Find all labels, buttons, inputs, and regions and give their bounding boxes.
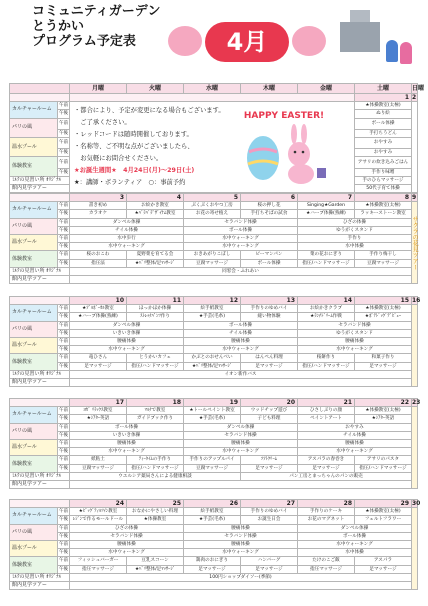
program-cell: パン工房とまっちゃんのパンの販売: [241, 472, 412, 480]
program-cell: ★体操教室(太極): [355, 407, 412, 415]
program-cell: 水中体操: [298, 549, 412, 557]
program-cell: 水中ウォーキング: [184, 549, 298, 557]
program-cell: お絵かきクラブ: [298, 305, 355, 313]
program-cell: ひざの体操: [298, 218, 412, 226]
date-cell: 23: [412, 399, 421, 406]
date-cell: 4: [127, 194, 184, 202]
row-label: カルチャールーム: [10, 508, 58, 524]
row-label: 館内見学ツアー: [10, 276, 70, 284]
program-cell: 桜の押し花: [241, 202, 298, 210]
program-cell: 腰痛体操: [184, 338, 298, 346]
date-cell: 27: [241, 500, 298, 508]
program-cell: ピーマンパン: [241, 251, 298, 259]
date-cell: 28: [298, 500, 355, 508]
date-cell: 10: [70, 297, 127, 305]
program-cell: ★ハーブ体操(熟練): [70, 313, 127, 321]
program-cell: 水中ウォーキング: [70, 346, 184, 354]
program-cell: Singing★Garden: [298, 202, 355, 210]
table-row: 午後 指圧法 ★ﾊﾞﾘ整体/足ﾏｯｻｰｼﾞ 豆腐マッサージ ボール体操 指圧/ハンドマッサージ 豆腐マッサージ: [10, 259, 418, 267]
program-cell: ★ﾊﾞﾘ整体/足ﾏｯｻｰｼﾞ: [127, 259, 184, 267]
row-label: パリの風: [10, 524, 58, 540]
sunday-note: [412, 508, 418, 590]
date-cell: 2: [412, 94, 417, 101]
program-cell: アサリのパスタ: [355, 456, 412, 464]
date-cell: 6: [241, 194, 298, 202]
row-label: カルチャールーム: [10, 102, 58, 118]
day-mon: 月曜: [70, 84, 127, 94]
program-cell: ハンバーグ: [241, 557, 298, 565]
date-cell: 22: [355, 399, 412, 407]
table-row: パリの風 午前 ボール体操: [10, 118, 418, 129]
day-sun: 日曜: [412, 85, 425, 92]
program-cell: ラッキーストーン教室: [355, 210, 412, 218]
program-cell: 鶏肉のおにぎり: [184, 557, 241, 565]
program-cell: ボール体操: [70, 423, 184, 431]
program-cell: 指圧/ハンドマッサージ: [127, 464, 184, 472]
program-cell: ★トールペイント教室: [184, 407, 241, 415]
legend-text: ★：講師・ボランティア ○：事前予約: [74, 179, 186, 187]
table-row: 午後 豆腐マッサージ 指圧/ハンドマッサージ 豆腐マッサージ 足マッサージ 足マッサージ 指圧/ハンドマッサージ: [10, 464, 418, 472]
row-label: 温水プール: [10, 440, 58, 456]
row-label: ﾐﾙｸの見習い所 ｵﾘｼﾞﾅﾙ: [10, 472, 70, 480]
program-cell: ダンベル体操: [70, 321, 184, 329]
table-row: 温水プール 午前 おやすみ: [10, 138, 418, 149]
row-label: 体験教室: [10, 557, 58, 573]
program-cell: ガイドブック作り: [127, 415, 184, 423]
table-row: 午後 足マッサージ 指圧/ハンドマッサージ ★ﾊﾞﾘ整体/足ﾏｯｻｰｼﾞ 足マッサージ 指圧/ハンドマッサージ 足マッサージ: [10, 362, 418, 370]
program-cell: カラオケ: [70, 210, 127, 218]
program-cell: 縫い物体験: [241, 313, 298, 321]
program-cell: 腰痛体操: [70, 541, 184, 549]
program-cell: 竜ひさん: [70, 354, 127, 362]
table-row: 体験教室 午前 フィッシュバーガー 豆乳スコーン 鶏肉のおにぎり ハンバーグ たけのこご飯 アスパラ: [10, 557, 418, 565]
program-cell: フィッシュバーガー: [70, 557, 127, 565]
school-building-icon: [340, 22, 380, 52]
day-header-row: [10, 84, 418, 94]
program-cell: 夏野菜を育てる会: [127, 251, 184, 259]
sunday-note: [412, 305, 418, 387]
day-tue: 火曜: [127, 84, 184, 94]
date-cell: 12: [184, 297, 241, 305]
table-row: 温水プール 午前 腰痛体操 腰痛体操 水中ウォーキング: [10, 541, 418, 549]
table-row: [10, 481, 418, 489]
program-cell: ボール体操: [241, 259, 298, 267]
row-label: パリの風: [10, 321, 58, 337]
date-cell: 17: [70, 399, 127, 407]
program-cell: 腰痛体操: [298, 338, 412, 346]
row-label: 館内見学ツアー: [10, 379, 70, 387]
table-row: 午後 チイル体操 ボール体操 ゆうがくスタンド: [10, 226, 418, 234]
title-line-1: コミュニティガーデン: [32, 4, 161, 19]
title-line-2: とうかい: [32, 19, 85, 34]
program-cell: ★手芸(毛糸): [184, 313, 241, 321]
bunny-icon: [288, 142, 310, 166]
program-cell: 腰痛体操: [184, 541, 298, 549]
table-row: 午後 ★ハーブ体操(熟練) ｽﾄﾚｯﾁﾊﾟﾝﾂ作り ★手芸(毛糸) 縫い物体験 ★ﾗﾝﾁﾄﾞﾘｰﾑ作戦 ★ﾎﾟﾃﾄﾞｯｸﾞﾃﾞﾋﾞｭｰ: [10, 313, 418, 321]
table-row: 午後 ★ｼｱﾀｰ英語 ガイドブック作り ★手芸(毛糸) 子ども料理 ペイントアート ★ｼｱﾀｰ英語: [10, 415, 418, 423]
date-cell: 14: [298, 297, 355, 305]
program-cell: 水中ウォーキング: [70, 243, 184, 251]
table-row: 午後 カラオケ ★ﾊﾞﾗﾊﾞﾗﾟｻﾞｲﾅﾑ教室 お花の寄せ植え 手打ちそばの試食 ★ハーブ体操(熟練) ラッキーストーン教室: [10, 210, 418, 218]
program-cell: ★ﾊﾞﾘ整体/足ﾏｯｻｰｼﾞ: [184, 362, 241, 370]
table-row: パリの風 午前 ボール体操 ダンベル体操 おやすみ: [10, 423, 418, 431]
table-row: 午後 指圧マッサージ ★ﾊﾞﾘ整体/足ﾏｯｻｰｼﾞ 足マッサージ 足マッサージ 指圧マッサージ 足マッサージ: [10, 565, 418, 573]
program-cell: フェルトフラワー: [355, 516, 412, 524]
program-cell: ★体操教室(太極): [355, 305, 412, 313]
date-cell: 29: [355, 500, 412, 508]
date-row: [10, 297, 418, 305]
program-cell: 水中歩行: [70, 235, 184, 243]
table-row: ﾐﾙｸの見習い所 ｵﾘｼﾞﾅﾙ 手のひらマッサージ: [10, 176, 418, 184]
program-cell: ダンベル体操: [70, 218, 184, 226]
program-cell: 桜のおこわ: [70, 251, 127, 259]
day-fri: 金曜: [298, 84, 355, 94]
row-label: 温水プール: [10, 235, 58, 251]
program-table: [9, 83, 425, 193]
row-label: 温水プール: [10, 541, 58, 557]
program-cell: 紙粘土: [70, 456, 127, 464]
program-cell: 指圧/ハンドマッサージ: [355, 464, 412, 472]
program-cell: 指圧/ハンドマッサージ: [127, 362, 184, 370]
table-row: 体験教室 午前 竜ひさん とうかいカフェ かぶとのおせんべい はんぺん料理 桜餅作り 和菓子作り: [10, 354, 418, 362]
program-cell: ボール体操: [298, 532, 412, 540]
table-row: [10, 582, 418, 590]
table-row: カルチャールーム 午前 ★ﾌﾞﾙﾎﾞｰｶﾙ教室 ほっかほか体操 絵手紙教室 手作りのゆめバイ お絵かきクラブ ★体操教室(太極): [10, 305, 418, 313]
row-label: カルチャールーム: [10, 305, 58, 321]
date-row: [10, 194, 418, 202]
program-cell: ★ﾊﾞﾗﾊﾞﾗﾟｻﾞｲﾅﾑ教室: [127, 210, 184, 218]
program-cell: ほっかほか体操: [127, 305, 184, 313]
program-cell: 手作り梅干し: [355, 251, 412, 259]
table-row: 午後 いきいき体操 チイル体操 ゆうがくスタンド: [10, 329, 418, 337]
table-row: [10, 276, 418, 284]
program-cell: チイル体操: [184, 329, 298, 337]
program-cell: 水中ウォーキング: [184, 235, 298, 243]
date-cell: 3: [70, 194, 127, 202]
program-cell: 足マッサージ: [184, 565, 241, 573]
program-cell: 水中ウォーキング: [298, 541, 412, 549]
program-cell: 足マッサージ: [355, 565, 412, 573]
program-cell: ★ﾌﾞﾙﾎﾞｰｶﾙ教室: [70, 305, 127, 313]
table-row: 体験教室 午前 アサリの炊き込みごはん: [10, 157, 418, 168]
cherry-blossom-icon: [168, 26, 202, 56]
table-row: パリの風 午前 ひざの体操 腰痛体操 ダンベル体操: [10, 524, 418, 532]
week-table: [9, 296, 421, 387]
row-label: ﾐﾙｸの見習い所 ｵﾘｼﾞﾅﾙ: [10, 267, 70, 275]
row-label: パリの風: [10, 218, 58, 234]
day-sat: 土曜: [355, 84, 412, 94]
program-cell: お花の寄せ植え: [184, 210, 241, 218]
table-row: [10, 472, 418, 480]
program-cell: セラバンド体操: [298, 321, 412, 329]
row-label: 体験教室: [10, 251, 58, 267]
date-cell: 25: [127, 500, 184, 508]
date-cell: 30: [412, 500, 421, 507]
program-cell: 100円ショップダイソー(季節): [70, 573, 412, 581]
program-cell: 指圧法: [70, 259, 127, 267]
child-figure-icon: [400, 42, 412, 64]
program-cell: ★ﾊﾞﾘ整体/足ﾏｯｻｰｼﾞ: [127, 565, 184, 573]
date-row: [10, 399, 418, 407]
program-cell: たけのこご飯: [298, 557, 355, 565]
program-cell: 書き初め: [70, 202, 127, 210]
program-cell: ★体操教室(太極): [355, 202, 412, 210]
week-table: [9, 193, 418, 284]
program-cell: ボール体操: [184, 321, 298, 329]
table-row: 午後 ﾚｼﾞﾝで作るモールドール ★体操教室 ★手芸(毛糸) お誕生日会 お花のマグネット フェルトフラワー: [10, 516, 418, 524]
program-cell: ★体操教室: [127, 516, 184, 524]
table-row: 午後 セラバンド体操 セラバンド体操 ボール体操: [10, 532, 418, 540]
row-label: ﾐﾙｸの見習い所 ｵﾘｼﾞﾅﾙ: [10, 573, 70, 581]
table-row: 午後 水中ウォーキング 水中ウォーキング 水中ウォーキング: [10, 346, 418, 354]
program-cell: 和菓子作り: [355, 354, 412, 362]
program-cell: お絵かき教室: [127, 202, 184, 210]
row-label: 館内見学ツアー: [10, 582, 70, 590]
program-cell: 腰痛体操: [70, 440, 184, 448]
cherry-blossom-icon: [292, 26, 326, 56]
program-cell: ひざの体操: [70, 524, 184, 532]
program-cell: 水中ウォーキング: [298, 448, 412, 456]
program-cell: 絵手紙教室: [184, 508, 241, 516]
row-label: 体験教室: [10, 456, 58, 472]
easter-illustration: [237, 106, 331, 186]
program-cell: おきあがりこぼし: [184, 251, 241, 259]
program-cell: ダンベル体操: [184, 423, 298, 431]
date-cell: 9: [412, 194, 417, 201]
program-cell: セラバンド体操: [184, 431, 298, 439]
program-cell: ダンベル体操: [298, 524, 412, 532]
program-cell: 水中ウォーキング: [298, 346, 412, 354]
date-cell: 8: [355, 194, 412, 202]
table-row: [10, 370, 418, 378]
program-cell: 腰痛体操: [298, 440, 412, 448]
program-cell: 足マッサージ: [241, 464, 298, 472]
row-label: 館内見学ツアー: [10, 481, 70, 489]
date-cell: 16: [412, 297, 421, 304]
date-cell: 5: [184, 194, 241, 202]
program-cell: ★ﾋﾟｯｸﾞﾃｨﾙﾂｲﾝ教室: [70, 508, 127, 516]
date-cell: 19: [184, 399, 241, 407]
table-row: パリの風 午前 ダンベル体操 ボール体操 セラバンド体操: [10, 321, 418, 329]
program-cell: イオン新作バス: [70, 370, 412, 378]
program-cell: 足マッサージ: [70, 362, 127, 370]
program-cell: 水中ウォーキング: [184, 243, 298, 251]
sunday-note: [412, 407, 418, 489]
program-cell: ひさしぶりの顔: [298, 407, 355, 415]
program-cell: 手打ちそばの試食: [241, 210, 298, 218]
program-cell: 豆腐マッサージ: [70, 464, 127, 472]
easter-text: HAPPY EASTER!: [243, 111, 325, 121]
program-cell: 手作り: [298, 235, 412, 243]
program-cell: お花のマグネット: [298, 516, 355, 524]
program-cell: ★ﾗﾝﾁﾄﾞﾘｰﾑ作戦: [298, 313, 355, 321]
row-label: 温水プール: [10, 338, 58, 354]
sunday-note: サクラの花見ツアー: [412, 202, 418, 284]
day-wed: 水曜: [184, 84, 241, 94]
date-cell: 18: [127, 399, 184, 407]
program-cell: いきいき体操: [70, 431, 184, 439]
table-row: [10, 379, 418, 387]
program-cell: 水中ウォーキング: [184, 346, 298, 354]
program-cell: ﾖｶﾞ ﾘﾗｯｸｽ教室: [70, 407, 127, 415]
week-table: [9, 499, 421, 590]
program-cell: ★ｼｱﾀｰ英語: [355, 415, 412, 423]
program-cell: 腰痛体操: [70, 338, 184, 346]
program-cell: ★手芸(毛糸): [184, 415, 241, 423]
program-cell: 手作りのゆめバイ: [241, 508, 298, 516]
program-cell: チイル体操: [70, 226, 184, 234]
date-row: [10, 500, 418, 508]
table-row: カルチャールーム 午前 ・都合により、予定が変更になる場合もございます。 ご了承ください。 ・レッドコードは随時開催しております。 ・名称等、ご不明な点がございましたら、 お気軽にお問合せください。 ★お誕生週間★ 4月24日(月)～29日(土) ★：講師・ボランティア ○：事前予約 ★体操教室(太極): [10, 102, 418, 110]
date-cell: 1: [355, 94, 412, 102]
program-cell: はんぺん料理: [241, 354, 298, 362]
program-cell: 豆腐マッサージ: [355, 259, 412, 267]
row-label: パリの風: [10, 423, 58, 439]
program-cell: 指圧/ハンドマッサージ: [298, 259, 355, 267]
program-cell: 足マッサージ: [241, 565, 298, 573]
row-label: ﾐﾙｸの見習い所 ｵﾘｼﾞﾅﾙ: [10, 370, 70, 378]
program-cell: 手作りのアップルパイ: [184, 456, 241, 464]
notice-box: ・都合により、予定が変更になる場合もございます。 ご了承ください。 ・レッドコードは随時開催しております。 ・名称等、ご不明な点がございましたら、 お気軽にお問合せください。 ★お誕生週間★ 4月24日(月)～29日(土) ★：講師・ボランティア ○：事前予約: [70, 102, 355, 193]
program-cell: ウッドチップ遊び: [241, 407, 298, 415]
table-row: 温水プール 午前 水中歩行 水中ウォーキング 手作り: [10, 235, 418, 243]
program-cell: 足マッサージ: [241, 362, 298, 370]
program-cell: 絵手紙教室: [184, 305, 241, 313]
table-row: 午後 おやすみ: [10, 149, 418, 157]
date-cell: 15: [355, 297, 412, 305]
table-row: 午後 手打ちうどん: [10, 129, 418, 137]
program-cell: セラバンド体操: [184, 218, 298, 226]
program-cell: ★ｼｱﾀｰ英語: [70, 415, 127, 423]
table-row: 体験教室 午前 紙粘土 ﾃｨｰﾀｲﾑの手作り 手作りのアップルパイ ｿﾌﾄｸﾘｰﾑ アスパラの春巻き アサリのパスタ: [10, 456, 418, 464]
program-cell: 指圧/ハンドマッサージ: [298, 362, 355, 370]
program-cell: 指圧マッサージ: [70, 565, 127, 573]
program-cell: ｿﾌﾄｸﾘｰﾑ: [241, 456, 298, 464]
date-cell: 21: [298, 399, 355, 407]
table-row: 午後 水中ウォーキング 水中ウォーキング 水中体操: [10, 549, 418, 557]
program-cell: いきいき体操: [70, 329, 184, 337]
date-cell: 7: [298, 194, 355, 202]
program-cell: 腰痛体操: [184, 524, 298, 532]
date-cell: 20: [241, 399, 298, 407]
week-table: [9, 398, 421, 489]
row-label: カルチャールーム: [10, 202, 58, 218]
program-cell: おやすみ: [298, 423, 412, 431]
program-cell: ゆうがくスタンド: [298, 329, 412, 337]
table-row: [10, 267, 418, 275]
row-label: 体験教室: [10, 354, 58, 370]
row-label: カルチャールーム: [10, 407, 58, 423]
program-cell: 水中ウォーキング: [184, 448, 298, 456]
program-cell: 子ども料理: [241, 415, 298, 423]
program-cell: ﾚｼﾞﾝで作るモールドール: [70, 516, 127, 524]
program-cell: ★ﾎﾟﾃﾄﾞｯｸﾞﾃﾞﾋﾞｭｰ: [355, 313, 412, 321]
table-row: 午後 いきいき体操 セラバンド体操 チイル体操: [10, 431, 418, 439]
program-cell: ★手芸(毛糸): [184, 516, 241, 524]
program-cell: 手作りのゆめバイ: [241, 305, 298, 313]
child-figure-icon: [386, 40, 398, 62]
date-cell: 26: [184, 500, 241, 508]
title-line-3: プログラム予定表: [32, 34, 136, 49]
table-row: 午後 水中ウォーキング 水中ウォーキング 水中体操: [10, 243, 418, 251]
program-cell: ペイントアート: [298, 415, 355, 423]
program-cell: とうかいカフェ: [127, 354, 184, 362]
program-cell: お誕生日会: [241, 516, 298, 524]
table-row: パリの風 午前 ダンベル体操 セラバンド体操 ひざの体操: [10, 218, 418, 226]
program-cell: 同窓会・ふれあい: [70, 267, 412, 275]
table-row: 館内見学ツアー 50代子育て体操: [10, 185, 418, 193]
table-row: 午後 ぬり絵: [10, 110, 418, 118]
program-cell: ★体操教室(太極): [355, 508, 412, 516]
program-cell: セラバンド体操: [184, 532, 298, 540]
program-cell: 水中ウォーキング: [70, 448, 184, 456]
program-cell: ﾏﾙﾁで教室: [127, 407, 184, 415]
program-cell: セラバンド体操: [70, 532, 184, 540]
program-cell: 豆腐マッサージ: [184, 259, 241, 267]
birthday-week: ★お誕生週間★ 4月24日(月)～29日(土): [74, 167, 195, 175]
table-row: 体験教室 午前 桜のおこわ 夏野菜を育てる会 おきあがりこぼし ピーマンパン 菜の花おにぎり 手作り梅干し: [10, 251, 418, 259]
program-cell: 豆乳スコーン: [127, 557, 184, 565]
program-cell: ぶくぶくおやつ工房: [184, 202, 241, 210]
program-cell: 水中ウォーキング: [70, 549, 184, 557]
date-cell: 24: [70, 500, 127, 508]
month-badge: 4月: [205, 22, 289, 62]
table-row: [10, 573, 418, 581]
program-cell: 指圧マッサージ: [298, 565, 355, 573]
table-row: 午後 手作り味噌: [10, 168, 418, 176]
program-cell: アスパラの春巻き: [298, 456, 355, 464]
table-row: カルチャールーム 午前 ﾖｶﾞ ﾘﾗｯｸｽ教室 ﾏﾙﾁで教室 ★トールペイント教室 ウッドチップ遊び ひさしぶりの顔 ★体操教室(太極): [10, 407, 418, 415]
program-cell: 足マッサージ: [355, 362, 412, 370]
program-cell: 桜餅作り: [298, 354, 355, 362]
program-cell: 足マッサージ: [298, 464, 355, 472]
program-cell: ★ハーブ体操(熟練): [298, 210, 355, 218]
program-cell: ｽﾄﾚｯﾁﾊﾟﾝﾂ作り: [127, 313, 184, 321]
date-cell: 13: [241, 297, 298, 305]
program-cell: おなかにやさしい料理: [127, 508, 184, 516]
table-row: 温水プール 午前 腰痛体操 腰痛体操 腰痛体操: [10, 338, 418, 346]
program-cell: ﾃｨｰﾀｲﾑの手作り: [127, 456, 184, 464]
table-row: 温水プール 午前 腰痛体操 腰痛体操 腰痛体操: [10, 440, 418, 448]
day-thu: 木曜: [241, 84, 298, 94]
table-row: カルチャールーム 午前 ★ﾋﾟｯｸﾞﾃｨﾙﾂｲﾝ教室 おなかにやさしい料理 絵手紙教室 手作りのゆめバイ 手作りのケーキ ★体操教室(太極): [10, 508, 418, 516]
program-cell: 豆腐マッサージ: [184, 464, 241, 472]
program-cell: 菜の花おにぎり: [298, 251, 355, 259]
program-cell: 手作りのケーキ: [298, 508, 355, 516]
program-cell: アスパラ: [355, 557, 412, 565]
table-row: カルチャールーム 午前 書き初め お絵かき教室 ぶくぶくおやつ工房 桜の押し花 Singing★Garden ★体操教室(太極) サクラの花見ツアー: [10, 202, 418, 210]
program-cell: 腰痛体操: [184, 440, 298, 448]
program-cell: チイル体操: [298, 431, 412, 439]
easter-egg-icon: [247, 136, 279, 180]
program-cell: かぶとのおせんべい: [184, 354, 241, 362]
program-cell: 水中体操: [298, 243, 412, 251]
program-cell: ウエルシア薬局さんによる健康相談: [70, 472, 241, 480]
program-cell: ボール体操: [184, 226, 298, 234]
date-cell: 11: [127, 297, 184, 305]
date-row: [10, 94, 418, 102]
table-row: 午後 水中ウォーキング 水中ウォーキング 水中ウォーキング: [10, 448, 418, 456]
program-cell: ゆうがくスタンド: [298, 226, 412, 234]
